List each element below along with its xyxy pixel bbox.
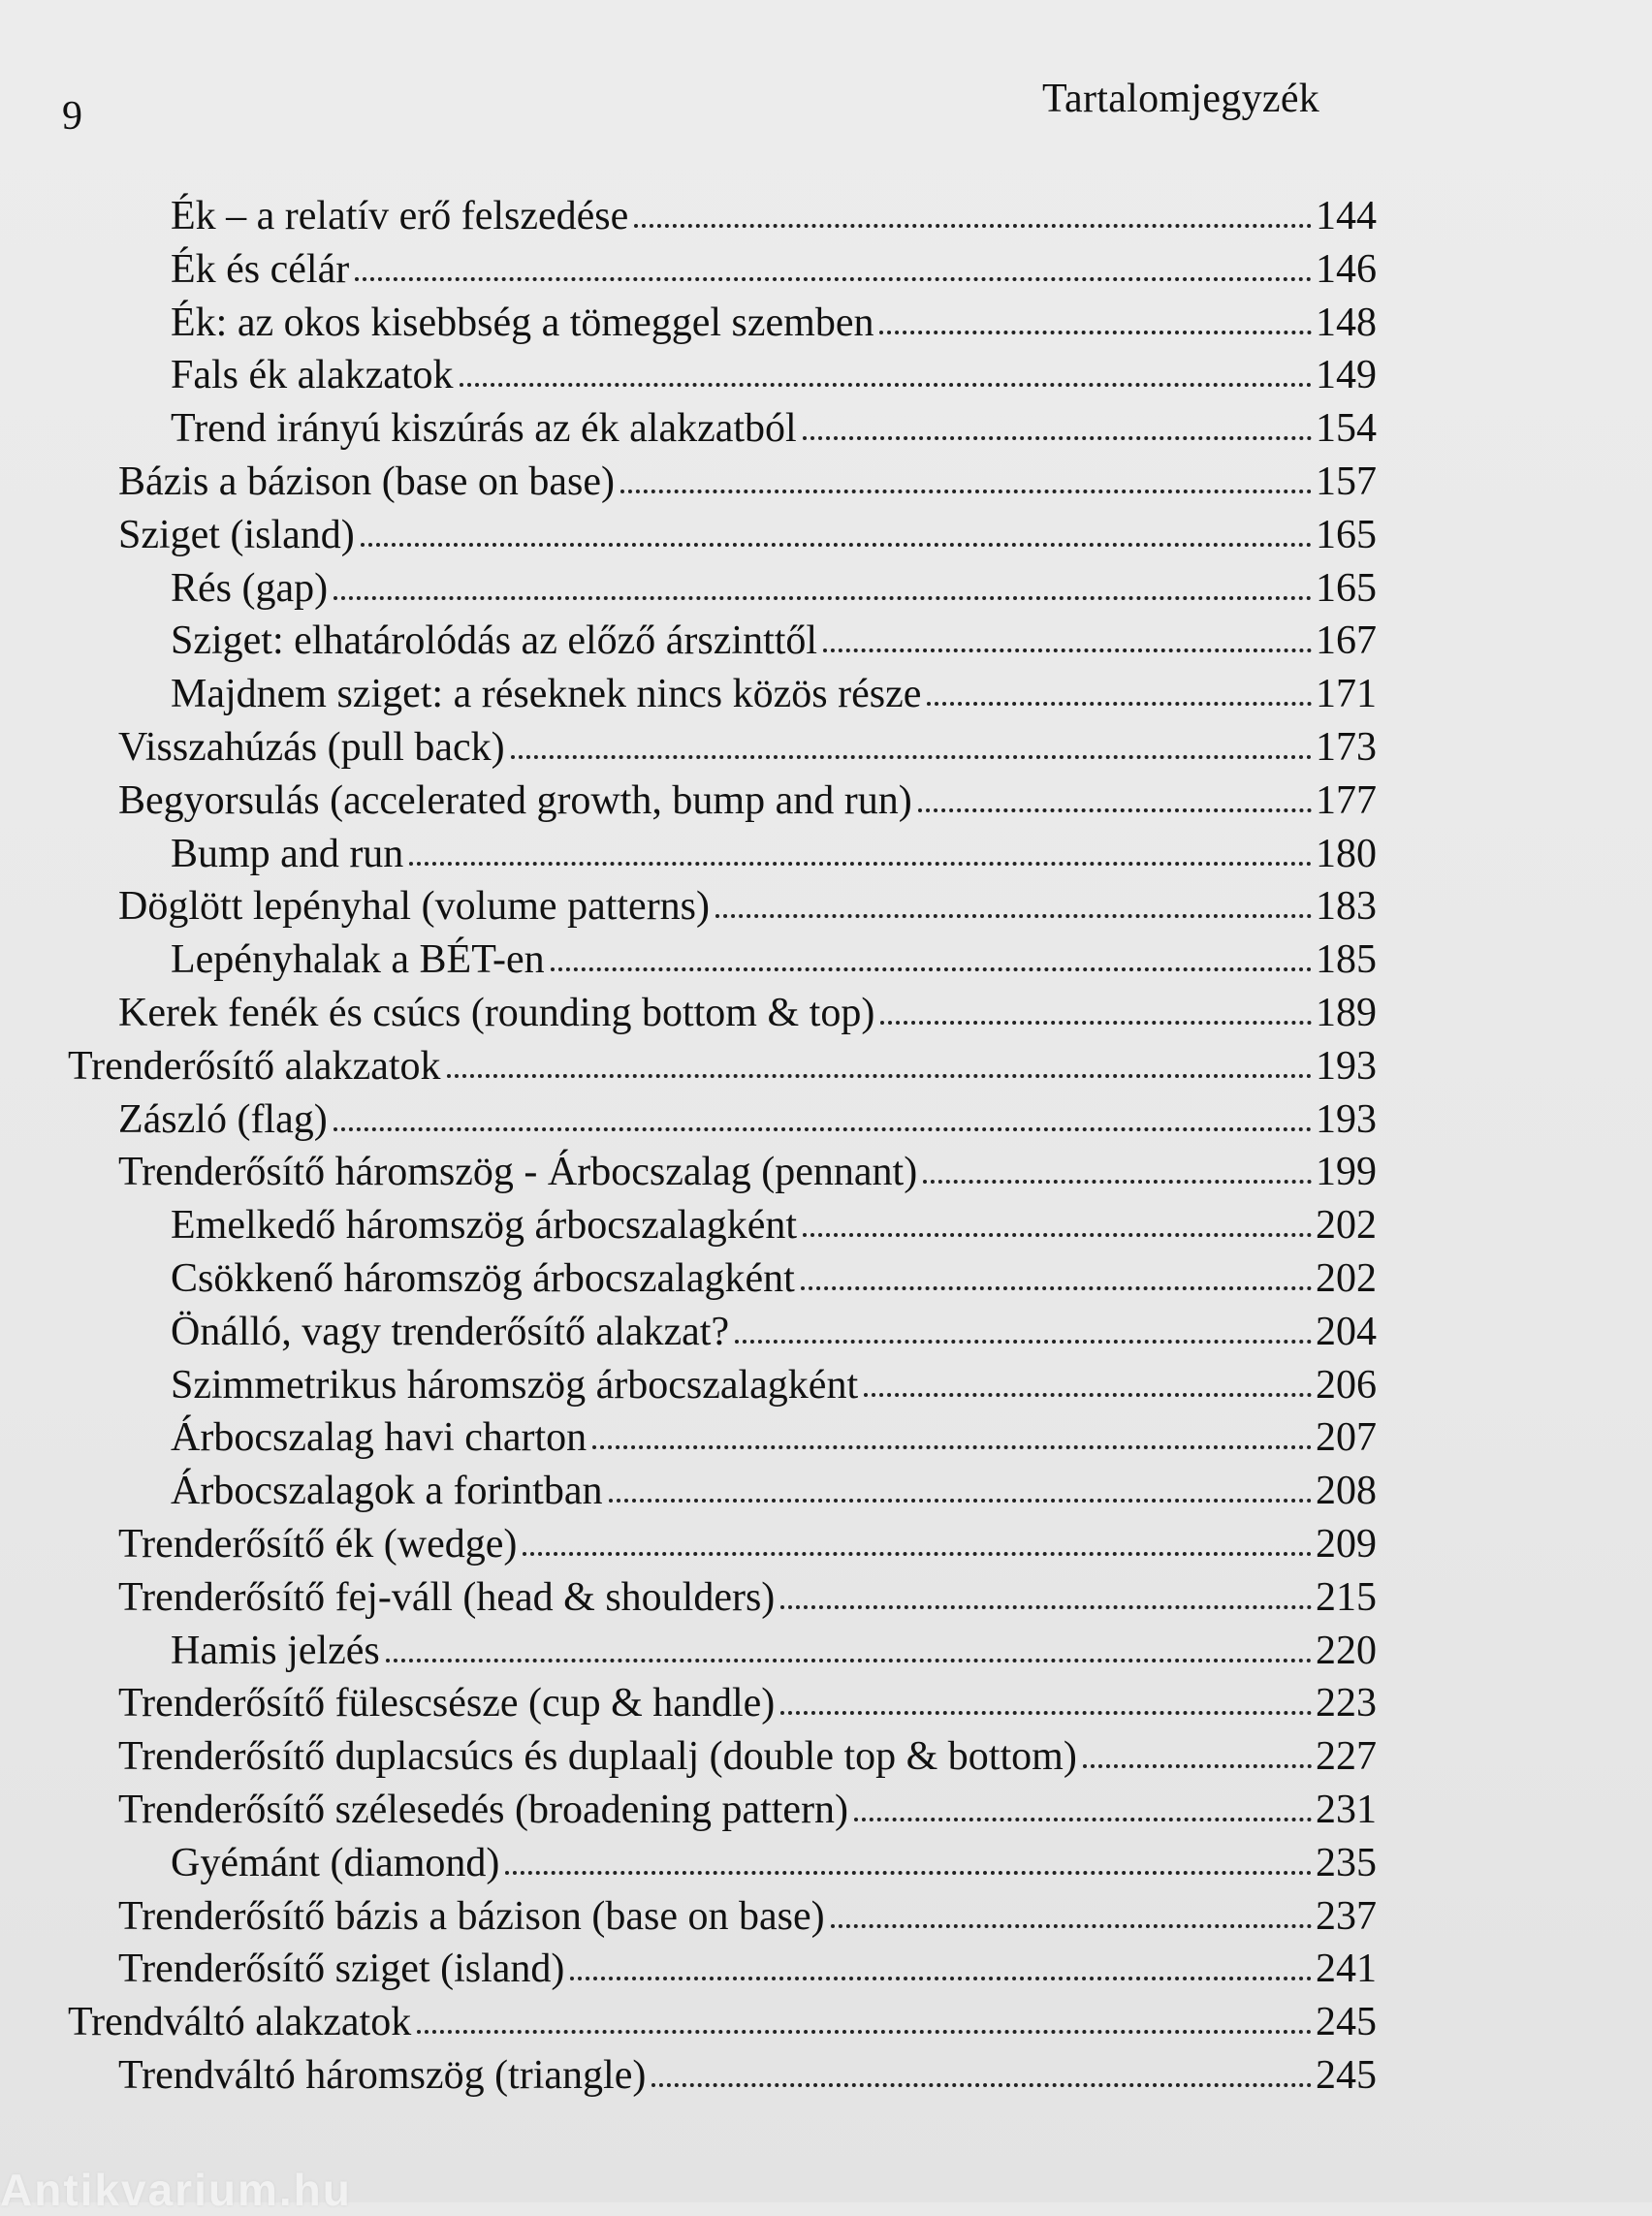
toc-entry-title: Ék: az okos kisebbség a tömeggel szemben [171,300,874,345]
toc-entry-page: 146 [1316,246,1377,292]
toc-entry-title: Sziget (island) [118,512,355,557]
toc-entry-page: 148 [1316,300,1377,345]
dot-leader [551,967,1312,971]
page-number: 9 [62,94,82,139]
dot-leader [780,1605,1312,1609]
toc-entry-title: Trenderősítő fej-váll (head & shoulders) [118,1574,776,1620]
toc-entry-title: Ék – a relatív erő felszedése [171,194,629,238]
dot-leader [801,1286,1312,1290]
toc-entry [171,239,1377,290]
toc-entry [171,930,1377,983]
toc-entry [118,1726,1377,1780]
toc-entry-title: Trend irányú kiszúrás az ék alakzatból [171,406,797,452]
dot-leader [417,2030,1312,2034]
toc-entry [171,1833,1377,1884]
toc-entry [118,876,1377,930]
toc-entry [118,505,1377,555]
dot-leader [460,383,1312,387]
toc-entry-title: Rés (gap) [171,565,329,611]
dot-leader [592,1445,1312,1449]
toc-entry [118,452,1377,502]
toc-entry [171,1461,1377,1514]
toc-entry-title: Bump and run [171,831,404,876]
toc-entry [118,1780,1377,1830]
toc-entry [118,717,1377,768]
toc-entry-title: Trenderősítő sziget (island) [118,1947,565,1992]
toc-entry-title: Gyémánt (diamond) [171,1840,500,1885]
dot-leader [505,1871,1312,1875]
toc-entry-page: 202 [1316,1256,1377,1301]
toc-entry [118,1514,1377,1565]
toc-entry [171,558,1377,609]
dot-leader [609,1499,1313,1503]
toc-entry-page: 207 [1316,1415,1377,1461]
toc-entry [118,1567,1377,1618]
toc-entry-title: Begyorsulás (accelerated growth, bump and run) [118,777,912,823]
dot-leader [651,2083,1312,2087]
toc-entry-title: Döglött lepényhal (volume patterns) [118,884,711,930]
toc-entry-page: 173 [1316,725,1377,770]
dot-leader [918,808,1312,812]
toc-entry-page: 208 [1316,1469,1377,1514]
toc-entry-page: 199 [1316,1150,1377,1195]
toc-entry-title: Trendváltó alakzatok [68,2000,412,2045]
toc-entry [118,1886,1377,1937]
toc-entry-title: Zászló (flag) [118,1096,328,1142]
toc-entry-page: 149 [1316,353,1377,398]
toc-entry-title: Lepényhalak a BÉT-en [171,937,545,983]
toc-entry-title: Önálló, vagy trenderősítő alakzat? [171,1309,730,1354]
toc-entry-page: 204 [1316,1309,1377,1354]
toc-entry [171,1302,1377,1352]
toc-entry-page: 231 [1316,1788,1377,1832]
toc-entry-page: 220 [1316,1628,1377,1673]
toc-entry-page: 209 [1316,1522,1377,1567]
toc-entry-page: 223 [1316,1681,1377,1726]
toc-entry-page: 202 [1316,1203,1377,1249]
dot-leader [409,862,1312,866]
toc-entry-page: 157 [1316,459,1377,504]
toc-entry-page: 241 [1316,1947,1377,1992]
dot-leader [386,1659,1312,1662]
toc-entry-title: Trenderősítő alakzatok [68,1043,441,1089]
toc-entry [118,1673,1377,1724]
toc-entry-page: 165 [1316,565,1377,611]
dot-leader [511,755,1312,759]
dot-leader [447,1074,1312,1078]
toc-entry-page: 245 [1316,2000,1377,2045]
toc-entry [171,664,1377,717]
toc-entry-page: 206 [1316,1362,1377,1408]
toc-entry [171,398,1377,452]
dot-leader [715,914,1312,918]
dot-leader [780,1711,1312,1715]
toc-entry [171,1621,1377,1671]
toc-entry [171,345,1377,396]
toc-entry-page: 185 [1316,937,1377,983]
dot-leader [823,649,1312,652]
toc-entry-title: Trendváltó háromszög (triangle) [118,2053,647,2098]
toc-entry-page: 227 [1316,1734,1377,1780]
running-head: Tartalomjegyzék [1042,77,1320,121]
toc-entry [171,1195,1377,1249]
toc-entry-page: 245 [1316,2053,1377,2098]
toc-entry-title: Sziget: elhatárolódás az előző árszinttől [171,618,818,664]
toc-entry-title: Trenderősítő bázis a bázison (base on base) [118,1893,825,1939]
toc-entry [171,1355,1377,1406]
toc-entry-page: 215 [1316,1574,1377,1620]
toc-entry [171,824,1377,874]
dot-leader [334,596,1312,600]
dot-leader [523,1552,1312,1556]
toc-entry-title: Trenderősítő duplacsúcs és duplaalj (double top & bottom) [118,1734,1077,1780]
toc-entry [68,1036,1377,1087]
dot-leader [1083,1764,1312,1768]
toc-entry-title: Ék és célár [171,246,350,292]
dot-leader [803,436,1312,440]
dot-leader [831,1924,1312,1928]
toc-entry-page: 171 [1316,672,1377,717]
toc-entry-title: Csökkenő háromszög árbocszalagként [171,1256,795,1301]
dot-leader [880,1021,1312,1025]
toc-entry [118,983,1377,1033]
dot-leader [854,1818,1312,1821]
toc-entry [118,771,1377,821]
dot-leader [879,331,1312,334]
dot-leader [634,224,1312,228]
toc-entry-title: Visszahúzás (pull back) [118,725,505,770]
toc-entry-page: 165 [1316,512,1377,557]
toc-entry-title: Kerek fenék és csúcs (rounding bottom & top) [118,991,875,1035]
toc-entry-title: Bázis a bázison (base on base) [118,459,615,504]
toc-entry-title: Hamis jelzés [171,1628,380,1673]
toc-entry [171,1249,1377,1299]
dot-leader [355,277,1312,281]
dot-leader [570,1977,1312,1980]
dot-leader [735,1340,1312,1344]
toc-entry-title: Fals ék alakzatok [171,353,454,398]
toc-entry [118,2045,1377,2096]
toc-entry-title: Trenderősítő háromszög - Árbocszalag (pennant) [118,1150,918,1195]
toc-entry [171,611,1377,664]
toc-entry-page: 177 [1316,777,1377,823]
dot-leader [923,1180,1312,1184]
toc-entry-title: Árbocszalagok a forintban [171,1469,603,1514]
dot-leader [334,1127,1312,1131]
toc-entry [118,1090,1377,1140]
toc-entry-page: 235 [1316,1840,1377,1885]
toc-entry [171,293,1377,343]
dot-leader [864,1393,1312,1397]
toc-entry-page: 237 [1316,1893,1377,1939]
toc-entry-page: 193 [1316,1043,1377,1089]
toc-entry-page: 193 [1316,1096,1377,1142]
toc-entry-page: 154 [1316,406,1377,452]
toc-entry-title: Árbocszalag havi charton [171,1415,588,1461]
toc-entry-title: Emelkedő háromszög árbocszalagként [171,1203,798,1249]
toc-entry-page: 180 [1316,831,1377,876]
toc-entry-title: Trenderősítő ék (wedge) [118,1522,518,1567]
toc-entry-title: Majdnem sziget: a réseknek nincs közös része [171,672,922,717]
watermark: Antikvarium.hu [0,2165,352,2215]
toc-entry [171,1408,1377,1461]
toc-entry [118,1939,1377,1992]
toc-entry [118,1142,1377,1195]
toc-entry [68,1992,1377,2045]
toc-entry [171,186,1377,237]
dot-leader [927,702,1312,706]
toc-entry-page: 167 [1316,618,1377,664]
toc-entry-title: Szimmetrikus háromszög árbocszalagként [171,1362,859,1408]
toc-entry-title: Trenderősítő fülescsésze (cup & handle) [118,1681,776,1726]
dot-leader [803,1233,1312,1237]
toc-entry-page: 189 [1316,991,1377,1035]
dot-leader [620,490,1312,493]
dot-leader [361,543,1312,547]
toc-entry-title: Trenderősítő szélesedés (broadening pattern) [118,1788,849,1832]
toc-entry-page: 183 [1316,884,1377,930]
toc-entry-page: 144 [1316,194,1377,238]
